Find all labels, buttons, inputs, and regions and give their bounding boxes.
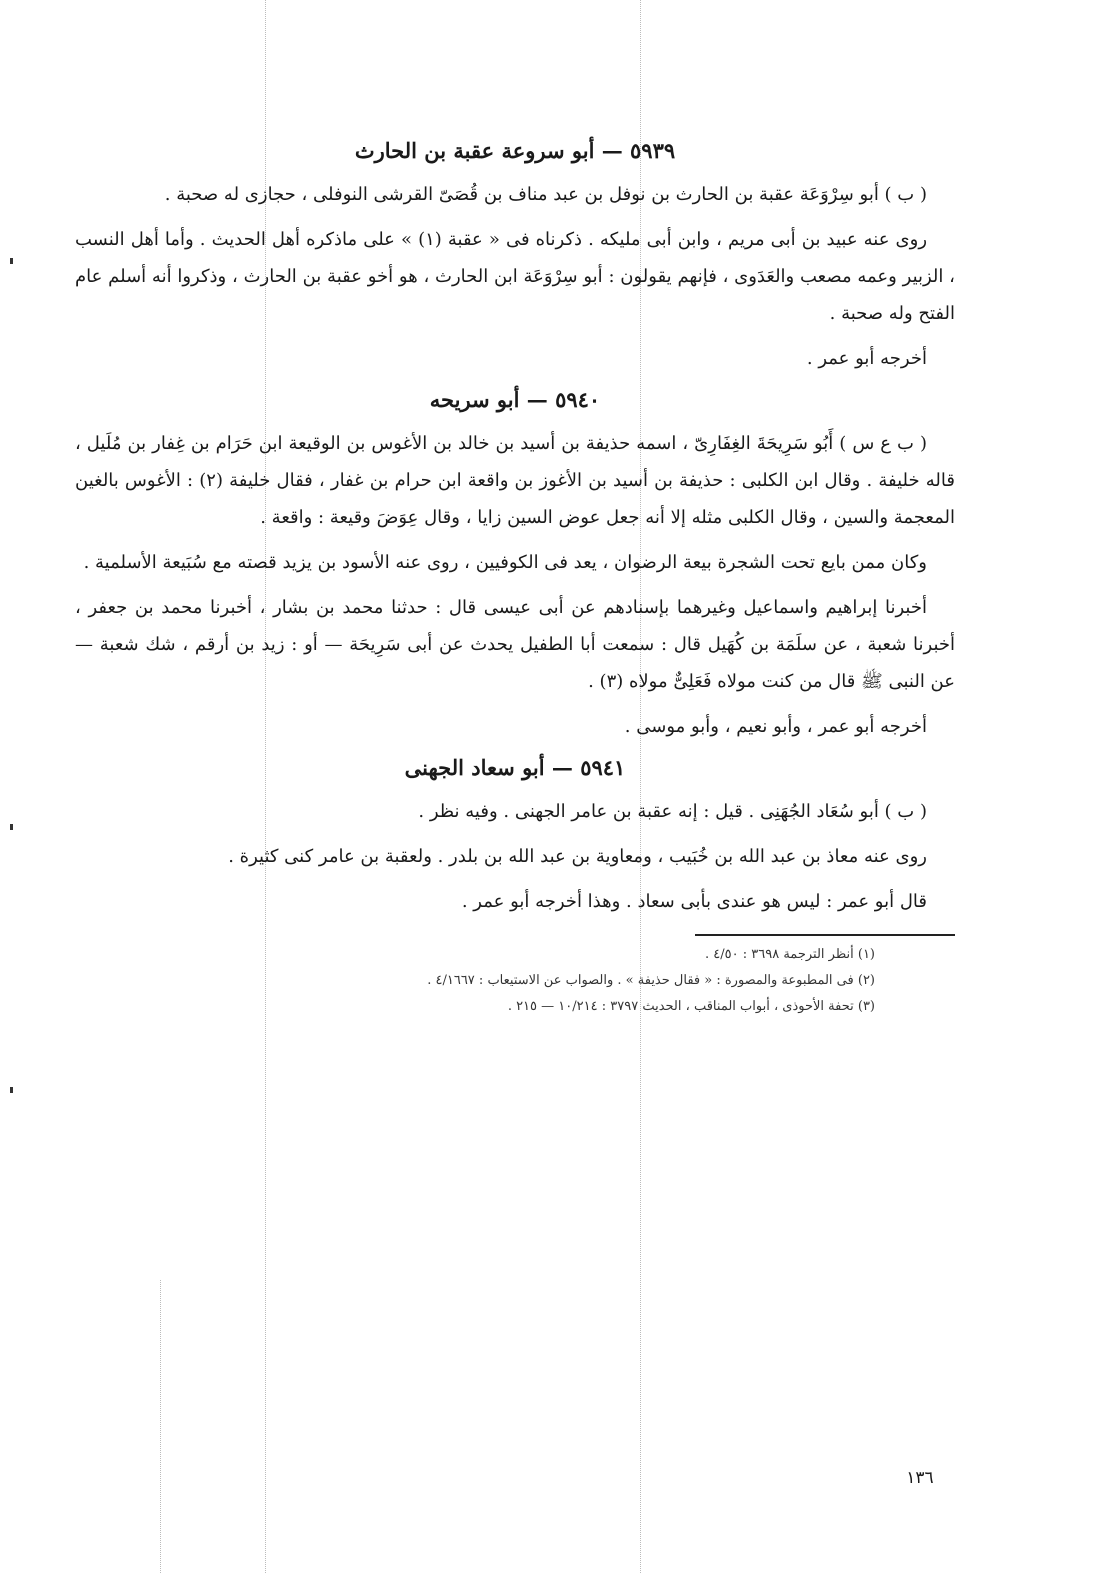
footnote: (٢) فى المطبوعة والمصورة : « فقال حذيفة » . والصواب عن الاستيعاب : ٤/١٦٦٧ . — [427, 973, 875, 988]
page-body — [75, 130, 955, 1020]
margin-mark — [10, 258, 13, 264]
entry-paragraph: ( ب ع س ) أَبُو سَرِيحَةَ الغِفَارِىّ ، اسمه حذيفة بن أسيد بن خالد بن الأغوس بن الوقيعة ابن حَرَام بن غِفار بن مُلَيل ، قاله خليفة . وقال ابن الكلبى : حذيفة بن أسيد بن الأغوز بن واقعة ابن حرام بن غفار ، فقال خليفة (٢) : الأغوس بالغين المعجمة والسين ، وقال الكلبى مثله إلا أنه جعل عوض السين زايا ، وقال عِوَضَ وقيعة : واقعة . — [75, 433, 956, 528]
entry-paragraph: قال أبو عمر : ليس هو عندى بأبى سعاد . وهذا أخرجه أبو عمر . — [461, 891, 927, 912]
margin-mark — [10, 824, 13, 830]
entry-paragraph: أخبرنا إبراهيم واسماعيل وغيرهما بإسنادهم عن أبى عيسى قال : حدثنا محمد بن بشار ، أخبرنا محمد بن جعفر ، أخبرنا شعبة ، عن سلَمَة بن كُهَيل قال : سمعت أبا الطفيل يحدث عن أبى سَرِيحَة — أو : زيد بن أرقم ، شك شعبة — عن النبى ﷺ قال من كنت مولاه فَعَلِىٌّ مولاه (٣) . — [75, 597, 955, 692]
scan-dotted-line — [160, 1280, 161, 1573]
page-number: ١٣٦ — [906, 1468, 934, 1488]
entry-paragraph: ( ب ) أبو سِرْوَعَة عقبة بن الحارث بن نوفل بن عبد مناف بن قُصَىّ القرشى النوفلى ، حجازى له صحبة . — [164, 184, 927, 205]
entry-paragraph: أخرجه أبو عمر . — [806, 348, 927, 369]
footnotes — [75, 942, 955, 1020]
entry-heading: ٥٩٣٩ — أبو سروعة عقبة بن الحارث — [354, 138, 676, 163]
footnote: (٣) تحفة الأحوذى ، أبواب المناقب ، الحديث ٣٧٩٧ : ١٠/٢١٤ — ٢١٥ . — [507, 999, 875, 1014]
entry-paragraph: وكان ممن بايع تحت الشجرة بيعة الرضوان ، يعد فى الكوفيين ، روى عنه الأسود بن يزيد قصته مع سُبَيعة الأسلمية . — [83, 552, 927, 573]
entry-5939 — [75, 136, 955, 377]
footnote-separator — [695, 934, 955, 936]
footnote: (١) أنظر الترجمة ٣٦٩٨ : ٤/٥٠ . — [705, 947, 875, 962]
entry-paragraph: ( ب ) أبو سُعَاد الجُهَنِى . قيل : إنه عقبة بن عامر الجهنى . وفيه نظر . — [418, 801, 927, 822]
entry-5941 — [75, 753, 955, 920]
entry-paragraph: روى عنه عبيد بن أبى مريم ، وابن أبى مليكه . ذكرناه فى « عقبة (١) » على ماذكره أهل الحديث . وأما أهل النسب ، الزبير وعمه مصعب والعَدَوى ، فإنهم يقولون : أبو سِرْوَعَة ابن الحارث ، هو أخو عقبة بن الحارث ، وذكروا أنه أسلم عام الفتح وله صحبة . — [75, 229, 955, 324]
entry-heading: ٥٩٤١ — أبو سعاد الجهنى — [404, 755, 626, 780]
entry-heading: ٥٩٤٠ — أبو سريحه — [429, 387, 601, 412]
entry-5940 — [75, 385, 955, 745]
entry-paragraph: أخرجه أبو عمر ، وأبو نعيم ، وأبو موسى . — [624, 716, 927, 737]
margin-mark — [10, 1087, 13, 1093]
entry-paragraph: روى عنه معاذ بن عبد الله بن خُبَيب ، ومعاوية بن عبد الله بن بلدر . ولعقبة بن عامر كنى كثيرة . — [228, 846, 927, 867]
